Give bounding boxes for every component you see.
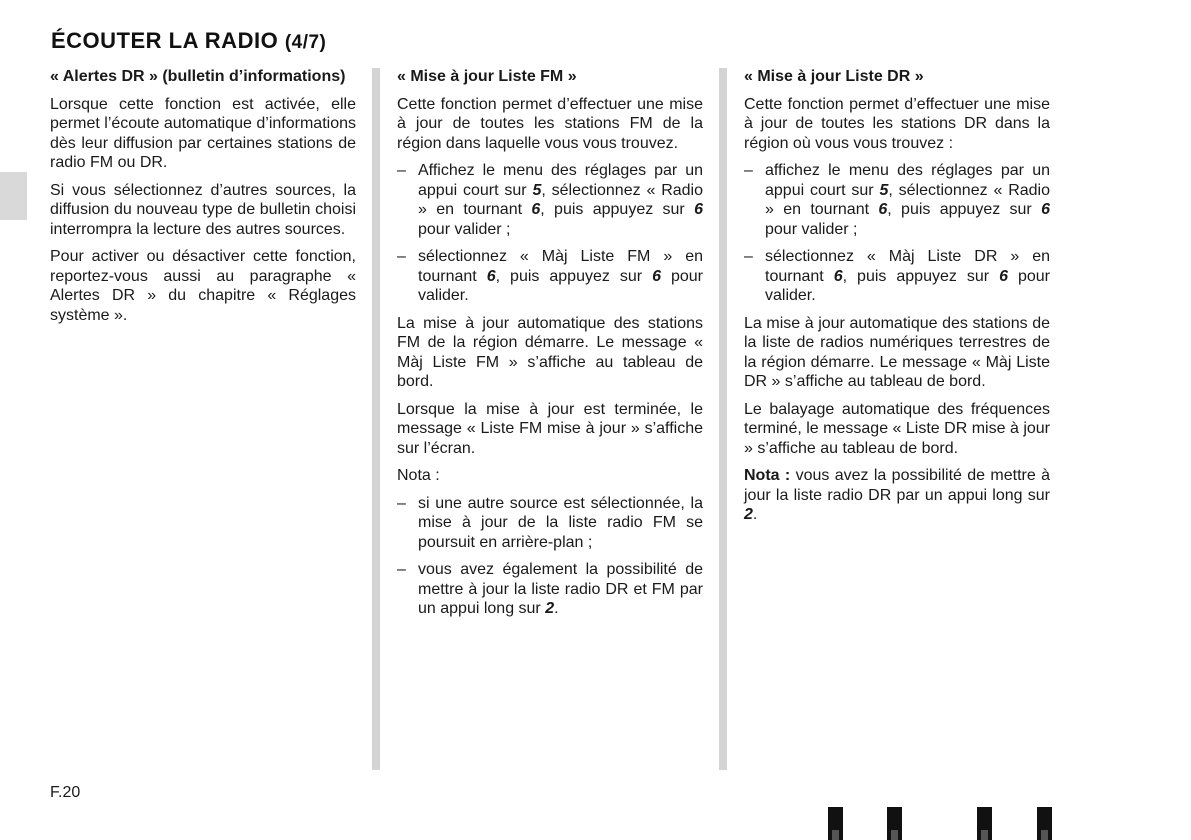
page-title — [51, 28, 326, 54]
section-heading: « Alertes DR » (bulletin d’informations) — [50, 68, 346, 85]
chapter-side-tab — [0, 172, 27, 220]
key-number: 2 — [545, 600, 555, 617]
nota-label: Nota : — [744, 467, 791, 484]
key-number: 5 — [532, 181, 542, 199]
nota-paragraph: Nota : vous avez la possibilité de mettre à jour la liste radio DR par un appui long sur 2. — [744, 467, 1050, 523]
page-title-text: ÉCOUTER LA RADIO — [51, 28, 279, 53]
section-heading: « Mise à jour Liste FM » — [397, 68, 577, 85]
key-number: 6 — [694, 201, 703, 218]
nota-heading: Nota : — [397, 467, 440, 484]
key-number: 6 — [652, 267, 661, 285]
paragraph: Le balayage automatique des fréquences terminé, le message « Liste DR mise à jour » s’affiche au tableau de bord. — [744, 400, 1050, 457]
key-number: 6 — [1041, 201, 1050, 218]
paragraph: Cette fonction permet d’effectuer une mise à jour de toutes les stations FM de la région dans laquelle vous vous trouvez. — [397, 95, 703, 152]
column-divider — [719, 68, 727, 770]
print-registration-mark — [977, 807, 992, 840]
key-number: 6 — [999, 267, 1008, 285]
note-list — [397, 494, 703, 619]
list-item: – sélectionnez « Màj Liste DR » en tournant 6, puis appuyez sur 6 pour valider. — [744, 248, 1051, 304]
paragraph: Pour activer ou désactiver cette fonction, reportez-vous aussi au paragraphe « Alertes DR » du chapitre « Réglages système ». — [50, 248, 356, 324]
key-number: 6 — [833, 267, 843, 285]
column-divider — [372, 68, 380, 770]
column-mise-a-jour-dr — [744, 67, 1050, 533]
print-registration-mark — [887, 807, 902, 840]
key-number: 6 — [531, 201, 541, 218]
key-number: 5 — [879, 181, 889, 199]
paragraph: Lorsque cette fonction est activée, elle permet l’écoute automatique d’informations dès leur diffusion par certaines stations de radio FM ou DR. — [50, 95, 356, 171]
dash-bullet: – — [744, 162, 753, 179]
step-list — [397, 161, 703, 306]
section-heading: « Mise à jour Liste DR » — [744, 68, 924, 85]
page-number: F.20 — [50, 784, 81, 801]
page-part-indicator: (4/7) — [284, 32, 327, 53]
column-mise-a-jour-fm — [397, 67, 703, 627]
print-registration-mark — [1037, 807, 1052, 840]
dash-bullet: – — [397, 561, 406, 578]
list-item: – sélectionnez « Màj Liste FM » en tournant 6, puis appuyez sur 6 pour valider. — [397, 248, 704, 304]
key-number: 6 — [878, 201, 888, 218]
print-registration-mark — [828, 807, 843, 840]
paragraph: La mise à jour automatique des stations FM de la région démarre. Le message « Màj Liste FM » s’affiche au tableau de bord. — [397, 314, 703, 390]
list-item: – si une autre source est sélectionnée, la mise à jour de la liste radio FM se poursuit en arrière-plan ; — [397, 494, 703, 551]
paragraph: Lorsque la mise à jour est terminée, le message « Liste FM mise à jour » s’affiche sur l’écran. — [397, 400, 703, 457]
dash-bullet: – — [397, 494, 406, 512]
paragraph: Si vous sélectionnez d’autres sources, la diffusion du nouveau type de bulletin choisi interrompra la lecture des autres sources. — [50, 181, 356, 238]
paragraph: La mise à jour automatique des stations de la liste de radios numériques terrestres de la région démarre. Le message « Màj Liste DR » s’affiche au tableau de bord. — [744, 314, 1050, 390]
step-list — [744, 161, 1050, 306]
key-number: 2 — [744, 506, 753, 523]
list-item: – Affichez le menu des réglages par un appui court sur 5, sélectionnez « Radio » en tournant 6, puis appuyez sur 6 pour valider ; — [397, 162, 703, 238]
dash-bullet: – — [397, 248, 406, 265]
key-number: 6 — [486, 267, 496, 285]
dash-bullet: – — [397, 162, 406, 179]
dash-bullet: – — [744, 248, 753, 265]
list-item: – affichez le menu des réglages par un appui court sur 5, sélectionnez « Radio » en tournant 6, puis appuyez sur 6 pour valider ; — [744, 162, 1050, 238]
paragraph: Cette fonction permet d’effectuer une mise à jour de toutes les stations DR dans la région où vous vous trouvez : — [744, 95, 1050, 152]
column-alertes-dr — [50, 67, 356, 333]
list-item: – vous avez également la possibilité de mettre à jour la liste radio DR et FM par un appui long sur 2. — [397, 561, 703, 617]
